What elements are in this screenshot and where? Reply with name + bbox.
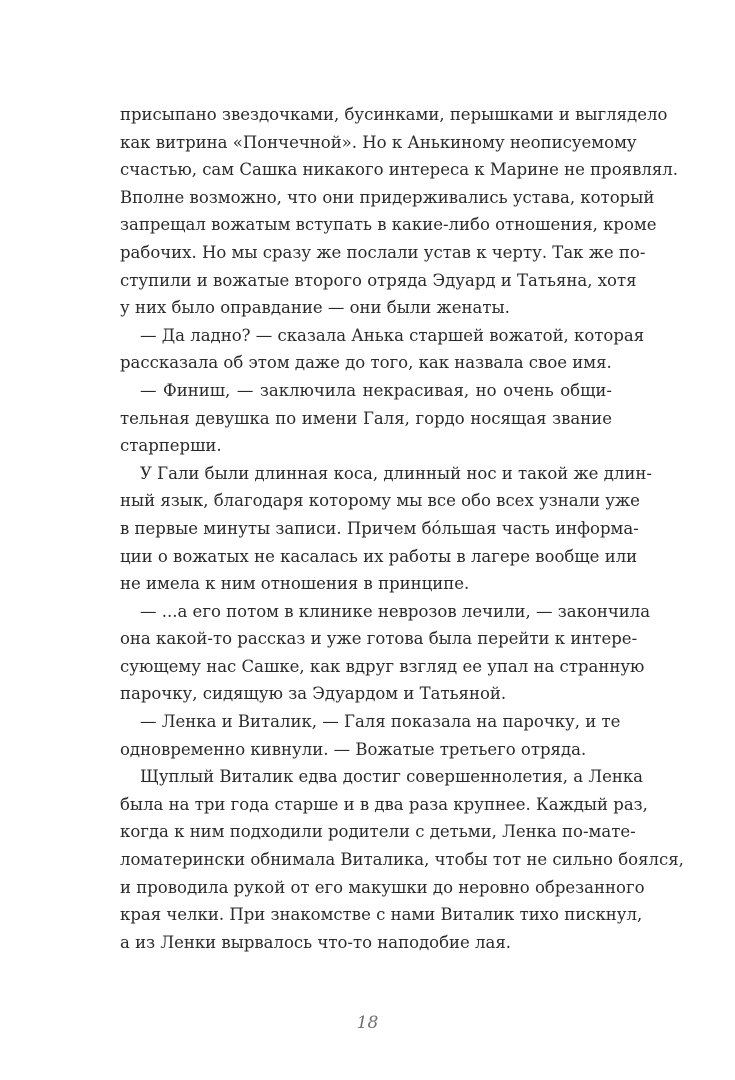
text-line: ции о вожатых не касалась их работы в лагере вообще или	[120, 546, 638, 566]
text-line: Вполне возможно, что они придерживались устава, который	[120, 187, 655, 207]
text-line: — Финиш, — заключила некрасивая, но очень общи-	[140, 380, 612, 400]
text-line: присыпано звездочками, бусинками, перышками и выглядело	[120, 105, 668, 124]
text-line: ломатерински обнимала Виталика, чтобы тот не сильно боялся,	[120, 850, 684, 870]
text-line: она какой-то рассказ и уже готова была перейти к интере-	[120, 629, 638, 649]
text-line: в первые минуты записи. Причем бóльшая часть информа-	[120, 518, 639, 538]
text-line: запрещал вожатым вступать в какие-либо отношения, кроме	[120, 215, 657, 235]
text-line: Щуплый Виталик едва достиг совершеннолетия, а Ленка	[140, 767, 644, 787]
text-line: парочку, сидящую за Эдуардом и Татьяной.	[120, 684, 507, 704]
text-line: как витрина «Пончечной». Но к Анькиному неописуемому	[120, 132, 637, 152]
text-line: рабочих. Но мы сразу же послали устав к черту. Так же по-	[120, 242, 646, 262]
text-line: одновременно кивнули. — Вожатые третьего отряда.	[120, 739, 587, 759]
text-line: счастью, сам Сашка никакого интереса к Марине не проявлял.	[120, 160, 678, 180]
text-line: рассказала об этом даже до того, как назвала свое имя.	[120, 353, 612, 373]
text-line: — ...а его потом в клинике неврозов лечили, — закончила	[140, 601, 651, 621]
text-line: ступили и вожатые второго отряда Эдуард и Татьяна, хотя	[120, 270, 637, 290]
text-line: у них было оправдание — они были женаты.	[120, 298, 510, 318]
text-line: края челки. При знакомстве с нами Виталик тихо пискнул,	[120, 905, 643, 925]
text-line: была на три года старше и в два раза крупнее. Каждый раз,	[120, 794, 648, 814]
text-line: и проводила рукой от его макушки до неровно обрезанного	[120, 877, 645, 897]
text-line: — Да ладно? — сказала Анька старшей вожатой, которая	[140, 325, 645, 345]
text-line: ный язык, благодаря которому мы все обо всех узнали уже	[120, 491, 640, 511]
body-text	[120, 101, 684, 956]
text-line: не имела к ним отношения в принципе.	[120, 574, 470, 594]
text-line: тельная девушка по имени Галя, гордо носящая звание	[120, 408, 612, 428]
text-line: а из Ленки вырвалось что-то наподобие лая.	[120, 932, 512, 952]
text-line: сующему нас Сашке, как вдруг взгляд ее упал на странную	[120, 656, 645, 676]
text-line: когда к ним подходили родители с детьми, Ленка по-мате-	[120, 822, 636, 842]
text-line: старперши.	[120, 436, 222, 456]
page-number: 18	[356, 1013, 379, 1033]
text-line: — Ленка и Виталик, — Галя показала на парочку, и те	[140, 712, 621, 732]
text-line: У Гали были длинная коса, длинный нос и такой же длин-	[140, 463, 652, 483]
